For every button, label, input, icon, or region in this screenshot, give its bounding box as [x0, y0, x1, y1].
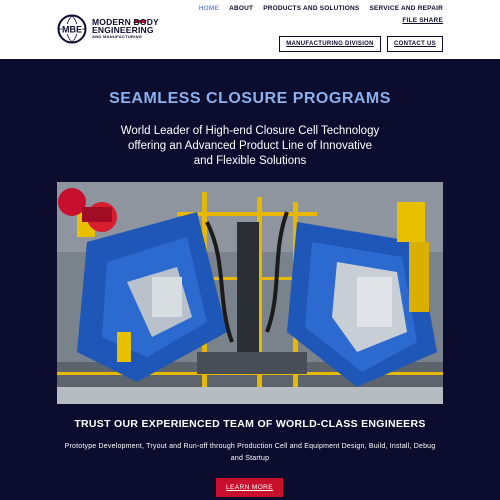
logo-line-1: MODERN BODY: [92, 17, 159, 27]
nav-home[interactable]: HOME: [198, 5, 220, 12]
logo-line-3: AND MANUFACTURING: [92, 34, 143, 39]
logo-line-2: ENGINEERING: [92, 25, 154, 35]
logo-wordmark: [92, 18, 159, 40]
nav-products-and-solutions[interactable]: PRODUCTS AND SOLUTIONS: [263, 5, 360, 12]
contact-us-button[interactable]: CONTACT US: [387, 36, 443, 52]
globe-logo-icon: [57, 14, 87, 44]
section-tagline: TRUST OUR EXPERIENCED TEAM OF WORLD-CLASS ENGINEERS: [74, 418, 426, 430]
section-description: Prototype Development, Tryout and Run-off through Production Cell and Equipment Design, Build, Install, Debug and Startup: [64, 443, 436, 462]
robot-cell-photo: [57, 182, 443, 404]
nav-about[interactable]: ABOUT: [229, 5, 254, 12]
logo-mark-text: MBE: [62, 24, 82, 35]
company-logo[interactable]: [57, 14, 177, 46]
robot-cell-illustration: [57, 182, 443, 404]
manufacturing-division-button[interactable]: MANUFACTURING DIVISION: [279, 36, 381, 52]
main-nav: [199, 5, 443, 12]
hero-title: SEAMLESS CLOSURE PROGRAMS: [109, 90, 391, 107]
learn-more-button[interactable]: LEARN MORE: [216, 478, 283, 497]
nav-file-share[interactable]: FILE SHARE: [402, 17, 443, 24]
hero-subtitle: World Leader of High-end Closure Cell Technology offering an Advanced Product Line of Innovative and Flexible Solutions: [120, 125, 380, 167]
site-header: [0, 0, 500, 59]
nav-service-and-repair[interactable]: SERVICE AND REPAIR: [369, 5, 443, 12]
